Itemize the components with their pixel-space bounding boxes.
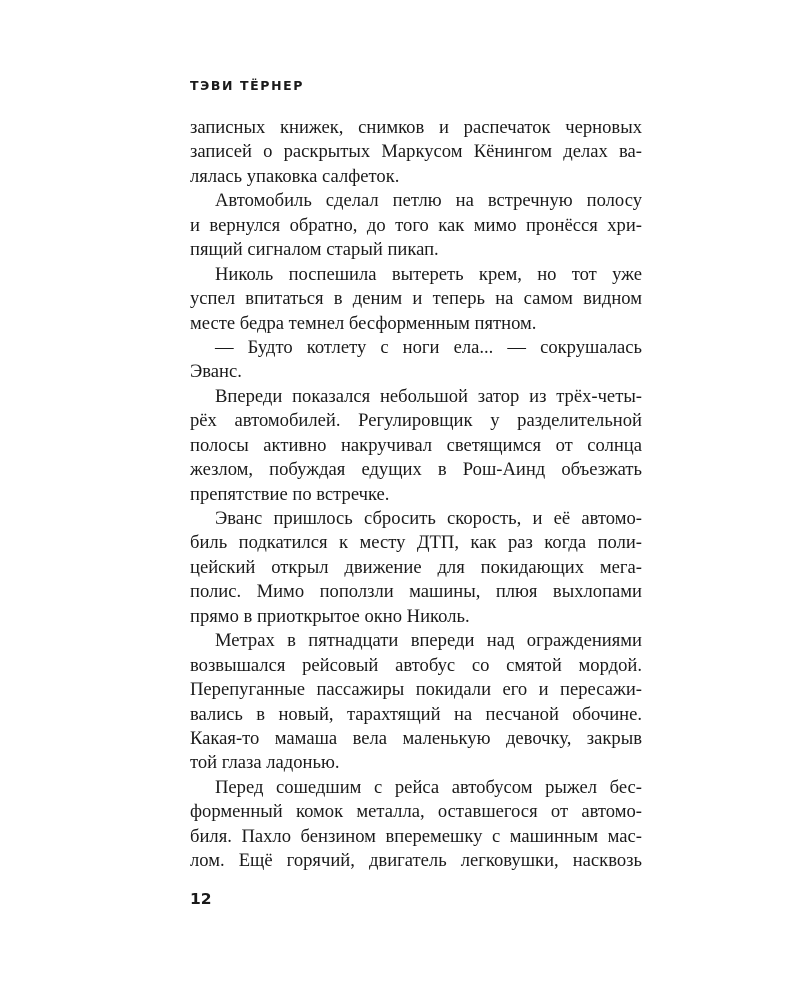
text-line: Впереди показался небольшой затор из трёх-четы- <box>215 385 642 407</box>
text-line: Автомобиль сделал петлю на встречную полосу <box>215 190 642 212</box>
text-line: рёх автомобилей. Регулировщик у разделительной <box>190 410 642 432</box>
text-line: препятствие по встречке. <box>190 483 390 505</box>
text-line: Какая-то мамаша вела маленькую девочку, закрыв <box>190 727 642 749</box>
text-line: биль подкатился к месту ДТП, как раз когда поли- <box>190 532 642 554</box>
text-line: лом. Ещё горячий, двигатель легковушки, насквозь <box>190 850 642 872</box>
text-line: Метрах в пятнадцати впереди над ограждениями <box>215 630 642 652</box>
text-line: пящий сигналом старый пикап. <box>190 239 439 261</box>
text-line: возвышался рейсовый автобус со смятой мордой. <box>190 654 642 676</box>
text-line: жезлом, побуждая едущих в Рош-Аинд объезжать <box>190 459 642 481</box>
text-line: записей о раскрытых Маркусом Кёнингом делах ва- <box>190 141 642 163</box>
text-line: успел впитаться в деним и теперь на самом видном <box>190 288 642 310</box>
text-line: записных книжек, снимков и распечаток черновых <box>190 117 642 138</box>
page-number: 12 <box>190 890 212 908</box>
text-line: месте бедра темнел бесформенным пятном. <box>190 312 537 334</box>
body-text <box>190 116 642 874</box>
text-line: полис. Мимо поползли машины, плюя выхлопами <box>190 581 642 603</box>
text-line: — Будто котлету с ноги ела... — сокрушалась <box>215 336 642 358</box>
text-line: и вернулся обратно, до того как мимо пронёсся хри- <box>190 214 642 236</box>
text-line: той глаза ладонью. <box>190 752 340 774</box>
text-line: лялась упаковка салфеток. <box>190 165 400 187</box>
text-line: Эванс пришлось сбросить скорость, и её автомо- <box>215 508 642 529</box>
text-line: биля. Пахло бензином вперемешку с машинным мас- <box>190 825 642 847</box>
text-line: прямо в приоткрытое окно Николь. <box>190 605 470 627</box>
text-line: форменный комок металла, оставшегося от автомо- <box>190 801 642 823</box>
text-line: цейский открыл движение для покидающих мега- <box>190 556 642 578</box>
text-line: Николь поспешила вытереть крем, но тот уже <box>215 263 642 285</box>
text-line: Перепуганные пассажиры покидали его и пересажи- <box>190 679 642 701</box>
text-line: полосы активно накручивал светящимся от солнца <box>190 434 642 456</box>
text-line: Эванс. <box>190 361 242 383</box>
text-line: Перед сошедшим с рейса автобусом рыжел бес- <box>215 776 642 798</box>
text-line: вались в новый, тарахтящий на песчаной обочине. <box>190 703 642 725</box>
running-head-author: ТЭВИ ТЁРНЕР <box>190 78 305 93</box>
